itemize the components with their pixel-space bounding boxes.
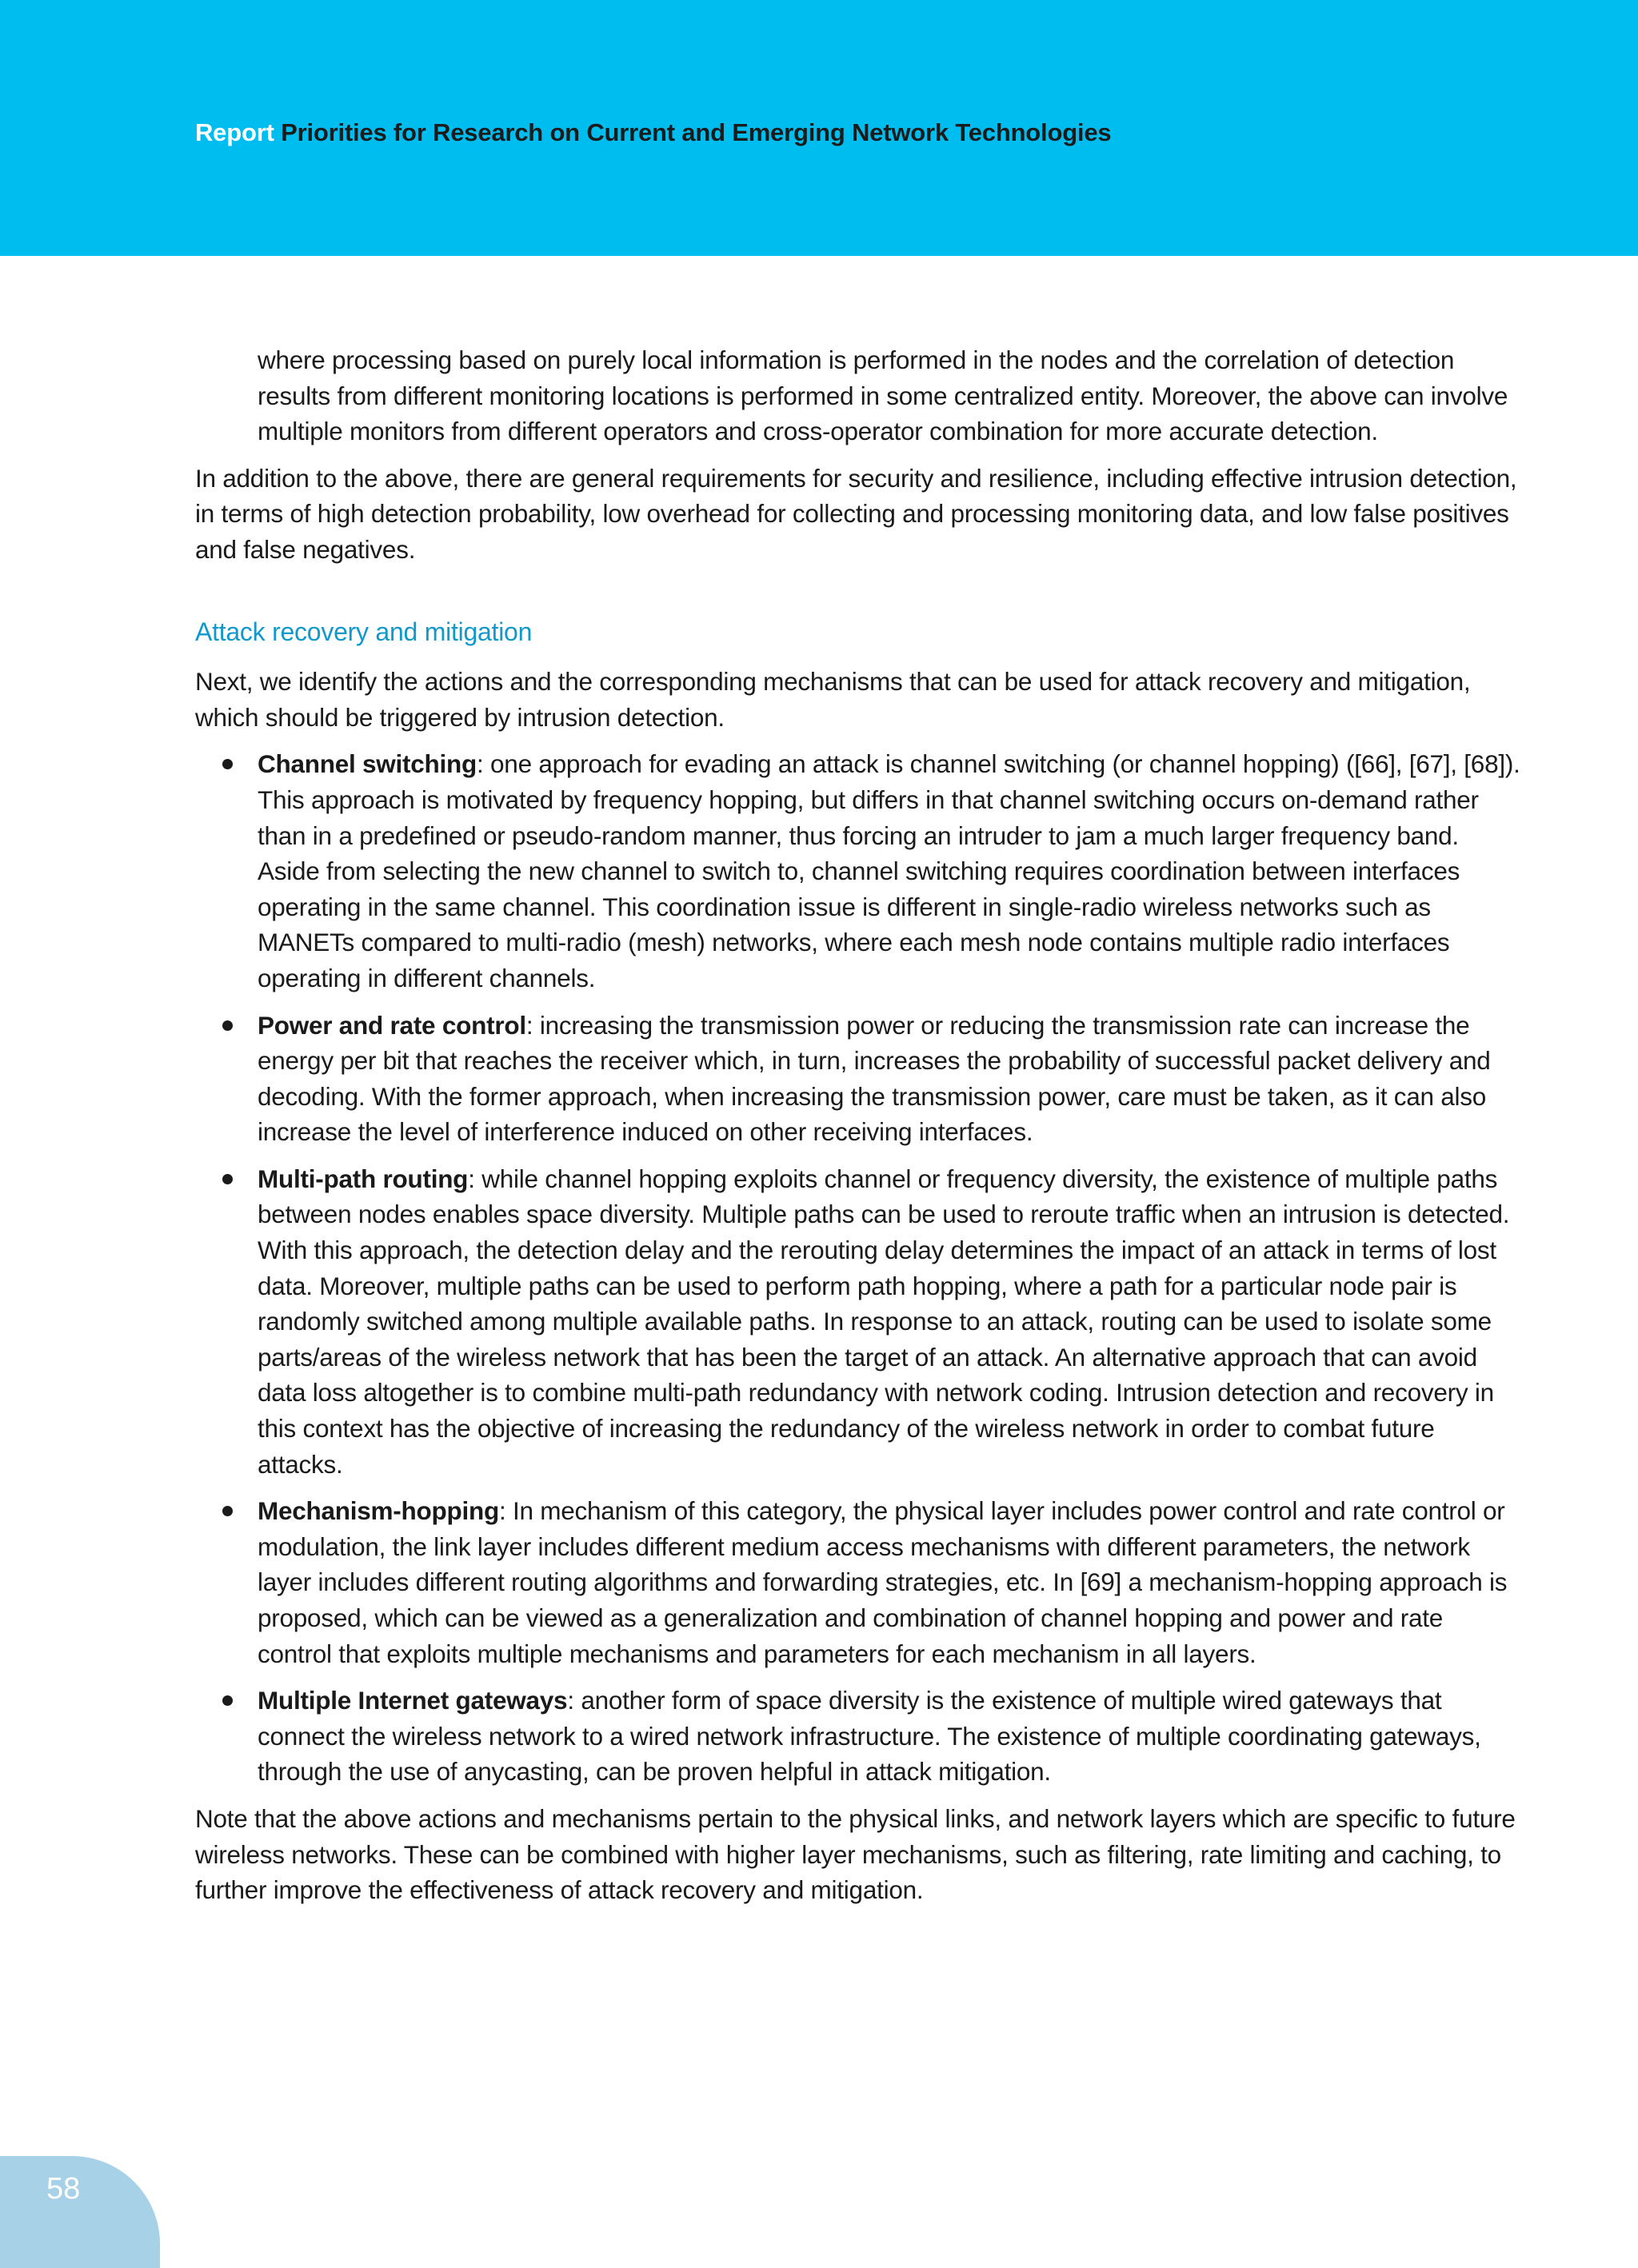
list-item-text: : increasing the transmission power or reducing the transmission rate can increase the energy per bit that reaches the receiver which, in turn, increases the probability of successful packet delivery and decoding. With the former approach, when increasing the transmission power, care must be taken, as it can also increase the level of interference induced on other receiving interfaces. [258, 1010, 1491, 1147]
list-item [195, 1493, 1523, 1671]
bullet-icon [222, 1506, 233, 1516]
running-header [195, 118, 1111, 147]
section-heading: Attack recovery and mitigation [195, 617, 533, 646]
bullet-icon [222, 1695, 233, 1706]
list-item [195, 1161, 1523, 1482]
list-item-text: : another form of space diversity is the existence of multiple wired gateways that connect the wireless network to a wired network infrastructure. The existence of multiple coordinating gateways, through the use of anycasting, can be proven helpful in attack mitigation. [258, 1686, 1481, 1787]
list-item-term: Channel switching [258, 749, 477, 779]
general-requirements-paragraph: In addition to the above, there are general requirements for security and resilience, including effective intrusion detection, in terms of high detection probability, low overhead for collecting and processing monitoring data, and low false positives and false negatives. [195, 463, 1517, 564]
list-item-term: Power and rate control [258, 1010, 526, 1040]
page-body [195, 342, 1523, 1919]
header-doc-title: Priorities for Research on Current and Emerging Network Technologies [281, 118, 1112, 146]
list-item [195, 1008, 1523, 1150]
list-item-term: Multi-path routing [258, 1164, 469, 1193]
list-item-text: : while channel hopping exploits channel or frequency diversity, the existence of multiple paths between nodes enables space diversity. Multiple paths can be used to reroute traffic when an intrusion is detected. With this approach, the detection delay and the rerouting delay determines the impact of an attack in terms of lost data. Moreover, multiple paths can be used to perform path hopping, where a path for a particular node pair is randomly switched among multiple available paths. In response to an attack, routing can be used to isolate some parts/areas of the wireless network that has been the target of an attack. An alternative approach that can avoid data loss altogether is to combine multi-path redundancy with network coding. Intrusion detection and recovery in this context has the objective of increasing the redundancy of the wireless network in order to combat future attacks. [258, 1164, 1510, 1479]
list-item-term: Multiple Internet gateways [258, 1686, 568, 1715]
intro-continuation: where processing based on purely local information is performed in the nodes and the correlation of detection results from different monitoring locations is performed in some centralized entity. Moreover, the above can involve multiple monitors from different operators and cross-operator combination for more accurate detection. [258, 345, 1508, 446]
bullet-icon [222, 759, 233, 769]
section-intro: Next, we identify the actions and the corresponding mechanisms that can be used for attack recovery and mitigation, which should be triggered by intrusion detection. [195, 667, 1471, 732]
header-report-label: Report [195, 118, 274, 146]
list-item-text: : one approach for evading an attack is channel switching (or channel hopping) ([66], [67], [68]). This approach is motivated by frequency hopping, but differs in that channel switching occurs on-demand rather than in a predefined or pseudo-random manner, thus forcing an intruder to jam a much larger frequency band. Aside from selecting the new channel to switch to, channel switching requires coordination between interfaces operating in the same channel. This coordination issue is different in single-radio wireless networks such as MANETs compared to multi-radio (mesh) networks, where each mesh node contains multiple radio interfaces operating in different channels. [258, 749, 1520, 992]
bullet-icon [222, 1020, 233, 1031]
list-item-term: Mechanism-hopping [258, 1496, 499, 1526]
closing-paragraph: Note that the above actions and mechanisms pertain to the physical links, and network layers which are specific to future wireless networks. These can be combined with higher layer mechanisms, such as filtering, rate limiting and caching, to further improve the effectiveness of attack recovery and mitigation. [195, 1803, 1516, 1905]
list-item [195, 746, 1523, 996]
list-item [195, 1683, 1523, 1790]
mechanism-list [195, 746, 1523, 1790]
bullet-icon [222, 1174, 233, 1184]
list-item-text: : In mechanism of this category, the physical layer includes power control and rate control or modulation, the link layer includes different medium access mechanisms with different parameters, the network layer includes different routing algorithms and forwarding strategies, etc. In [69] a mechanism-hopping approach is proposed, which can be viewed as a generalization and combination of channel hopping and power and rate control that exploits multiple mechanisms and parameters for each mechanism in all layers. [258, 1496, 1508, 1668]
page-number: 58 [46, 2172, 81, 2206]
